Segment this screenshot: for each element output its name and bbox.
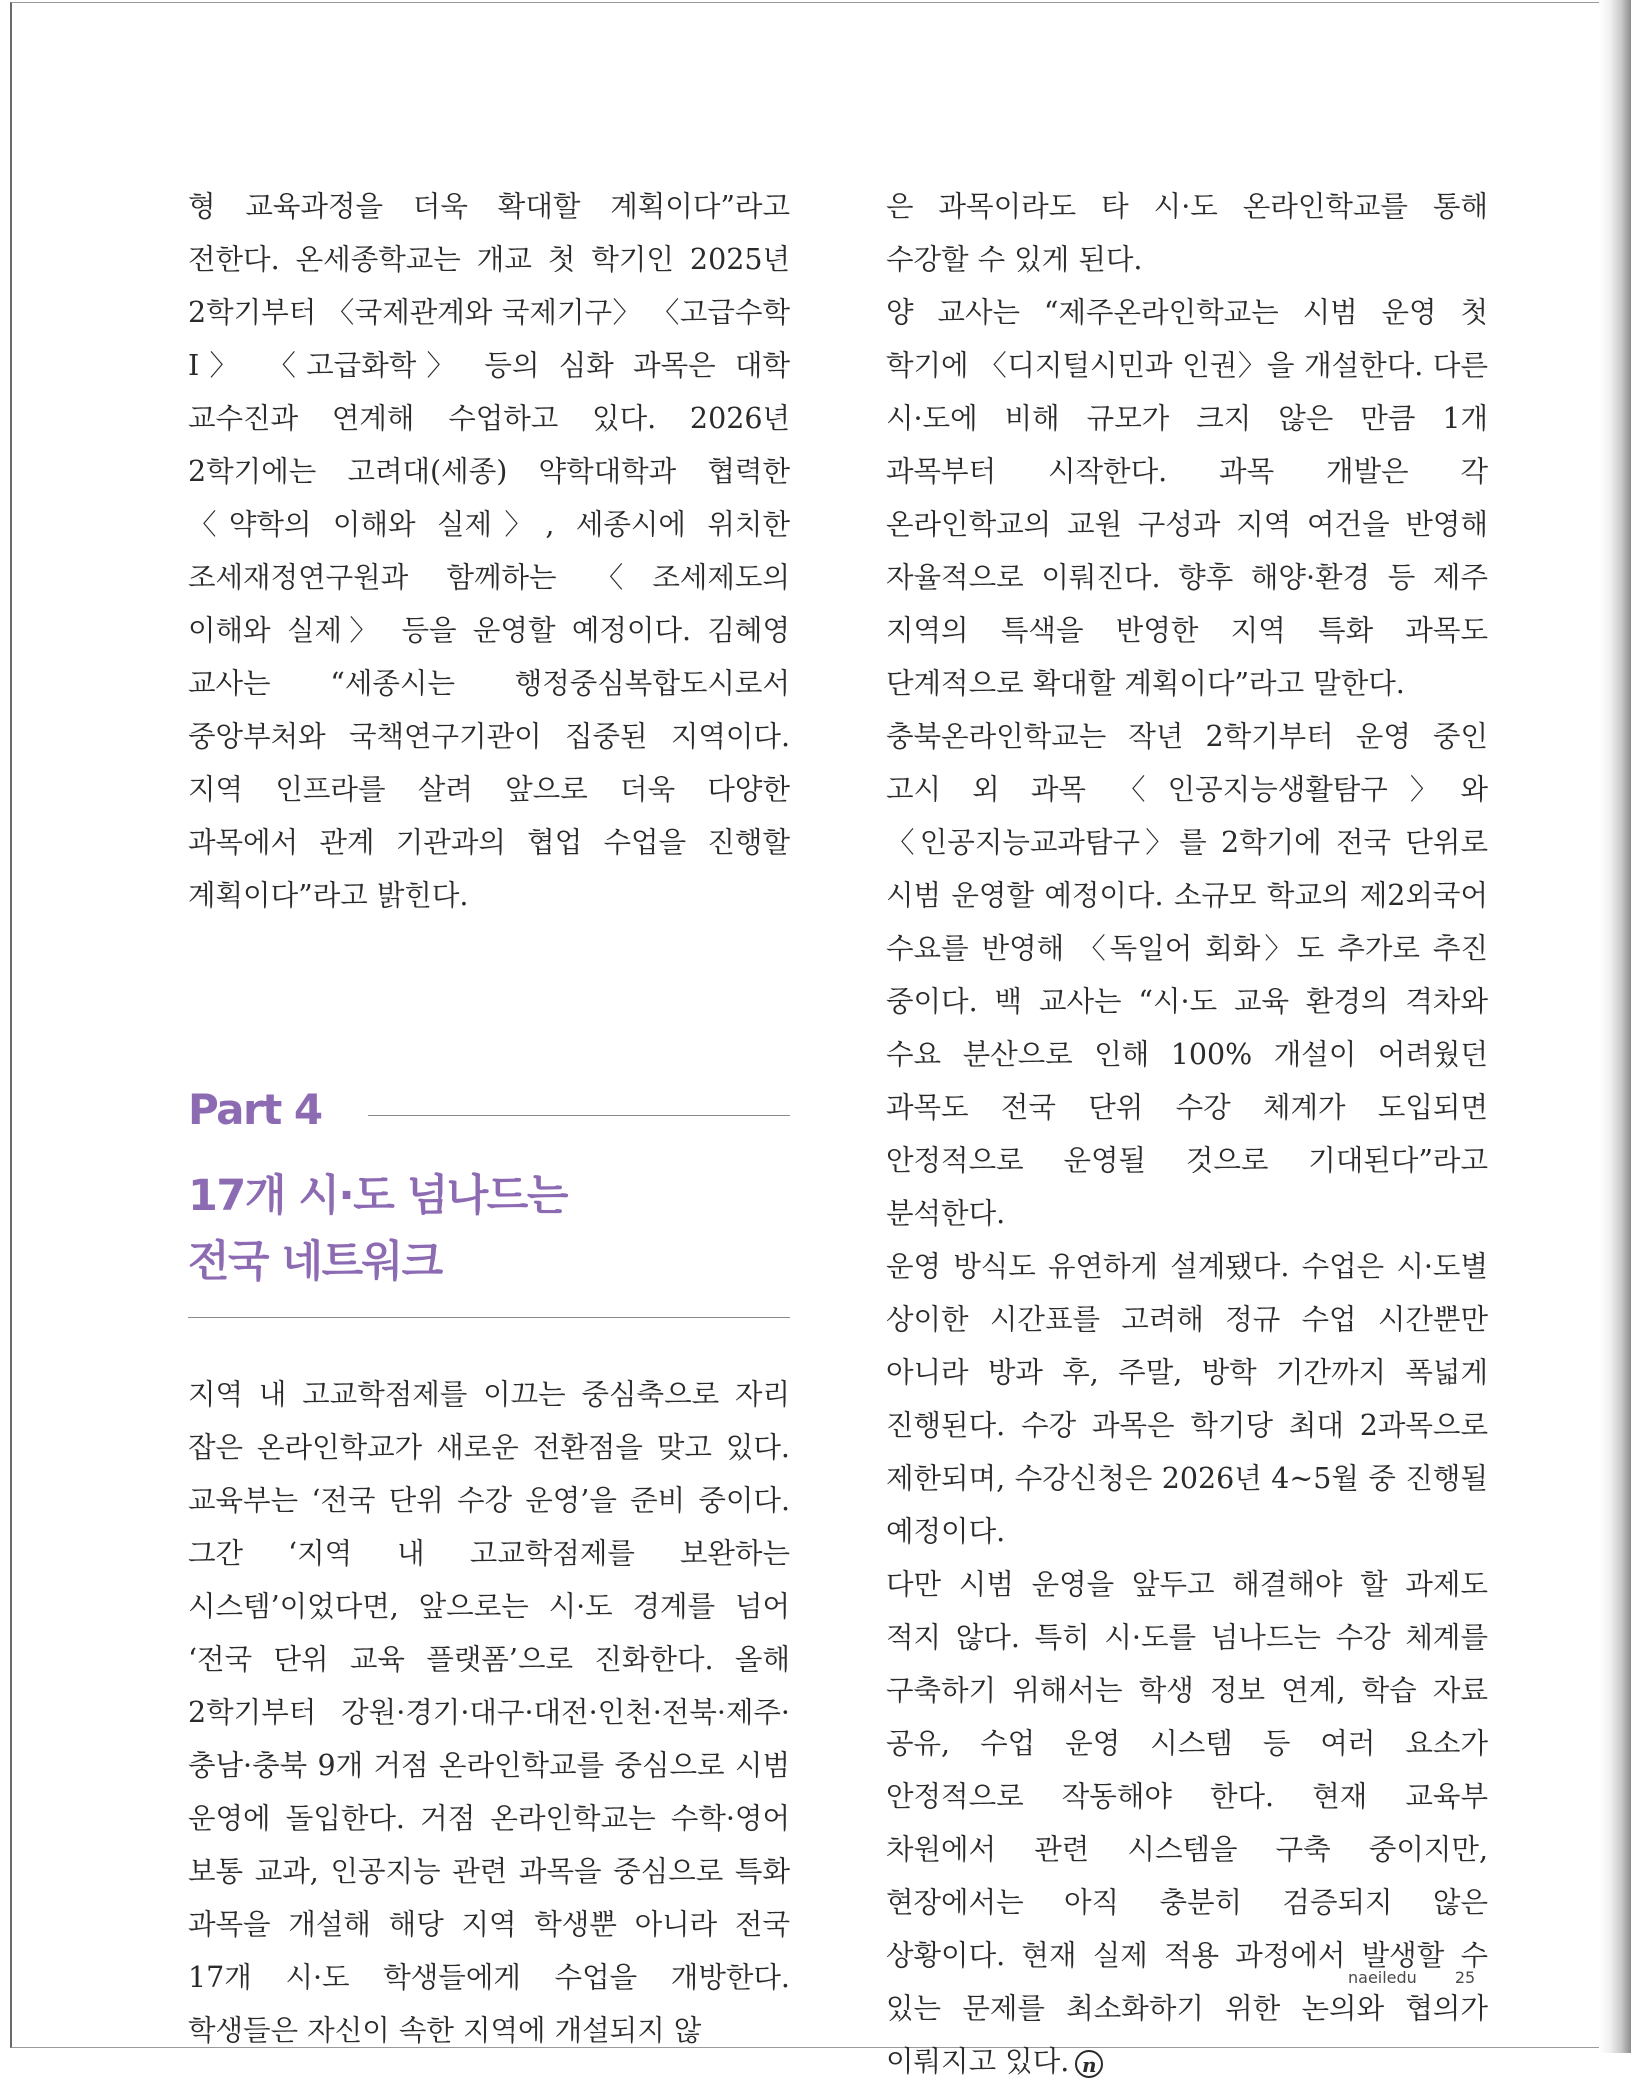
headline-line-2: 전국 네트워크: [188, 1237, 442, 1287]
body-paragraph: 형 교육과정을 더욱 확대할 계획이다”라고 전한다. 온세종학교는 개교 첫 학기인 2025년 2학기부터 〈국제관계와 국제기구〉 〈고급수학 I〉 〈고급화학〉 등의 심화 과목은 대학 교수진과 연계해 수업하고 있다. 2026년 2학기에는 고려대(세종) 약학대학과 협력한 〈약학의 이해와 실제〉, 세종시에 위치한 조세재정연구원과 함께하는 〈조세제도의 이해와 실제〉 등을 운영할 예정이다. 김혜영 교사는 “세종시는 행정중심복합도시로서 중앙부처와 국책연구기관이 집중된 지역이다. 지역 인프라를 살려 앞으로 더욱 다양한 과목에서 관계 기관과의 협업 수업을 진행할 계획이다”라고 밝힌다.: [188, 190, 790, 912]
page-footer: [1348, 1966, 1475, 1990]
left-column: [188, 180, 790, 2057]
section-label: Part 4: [188, 1085, 322, 1134]
page-edge-shadow: [1599, 0, 1631, 2053]
body-paragraph-last: [886, 1558, 1488, 2088]
end-mark-icon: n: [1075, 2050, 1103, 2078]
section-headline: [188, 1163, 790, 1295]
body-paragraph: 지역 내 고교학점제를 이끄는 중심축으로 자리 잡은 온라인학교가 새로운 전환점을 맞고 있다. 교육부는 ‘전국 단위 수강 운영’을 준비 중이다. 그간 ‘지역 내 고교학점제를 보완하는 시스템’이었다면, 앞으로는 시·도 경계를 넘어 ‘전국 단위 교육 플랫폼’으로 진화한다. 올해 2학기부터 강원·경기·대구·대전·인천·전북·제주·충남·충북 9개 거점 온라인학교를 중심으로 시범 운영에 돌입한다. 거점 온라인학교는 수학·영어 보통 교과, 인공지능 관련 과목을 중심으로 특화 과목을 개설해 해당 지역 학생뿐 아니라 전국 17개 시·도 학생들에게 수업을 개방한다. 학생들은 자신이 속한 지역에 개설되지 않: [188, 1378, 790, 2047]
body-paragraph: 양 교사는 “제주온라인학교는 시범 운영 첫 학기에 〈디지털시민과 인권〉을 개설한다. 다른 시·도에 비해 규모가 크지 않은 만큼 1개 과목부터 시작한다. 과목 개발은 각 온라인학교의 교원 구성과 지역 여건을 반영해 자율적으로 이뤄진다. 향후 해양·환경 등 제주 지역의 특색을 반영한 지역 특화 과목도 단계적으로 확대할 계획이다”라고 말한다.: [886, 296, 1488, 700]
body-paragraph-text: 다만 시범 운영을 앞두고 해결해야 할 과제도 적지 않다. 특히 시·도를 넘나드는 수강 체계를 구축하기 위해서는 학생 정보 연계, 학습 자료 공유, 수업 운영 시스템 등 여러 요소가 안정적으로 작동해야 한다. 현재 교육부 차원에서 관련 시스템을 구축 중이지만, 현장에서는 아직 충분히 검증되지 않은 상황이다. 현재 실제 적용 과정에서 발생할 수 있는 문제를 최소화하기 위한 논의와 협의가 이뤄지고 있다.: [886, 1568, 1488, 2078]
body-paragraph: 은 과목이라도 타 시·도 온라인학교를 통해 수강할 수 있게 된다.: [886, 190, 1488, 276]
section-header: [188, 1075, 790, 1145]
body-paragraph: 충북온라인학교는 작년 2학기부터 운영 중인 고시 외 과목 〈인공지능생활탐구〉와 〈인공지능교과탐구〉를 2학기에 전국 단위로 시범 운영할 예정이다. 소규모 학교의 제2외국어 수요를 반영해 〈독일어 회화〉도 추가로 추진 중이다. 백 교사는 “시·도 교육 환경의 격차와 수요 분산으로 인해 100% 개설이 어려웠던 과목도 전국 단위 수강 체계가 도입되면 안정적으로 운영될 것으로 기대된다”라고 분석한다.: [886, 720, 1488, 1230]
right-column: [886, 180, 1488, 2088]
publication-name: naeiledu: [1348, 1968, 1417, 1987]
body-paragraph: 운영 방식도 유연하게 설계됐다. 수업은 시·도별 상이한 시간표를 고려해 정규 수업 시간뿐만 아니라 방과 후, 주말, 방학 기간까지 폭넓게 진행된다. 수강 과목은 학기당 최대 2과목으로 제한되며, 수강신청은 2026년 4~5월 중 진행될 예정이다.: [886, 1250, 1488, 1548]
headline-line-1: 17개 시·도 넘나드는: [188, 1171, 567, 1221]
section-divider: [368, 1115, 790, 1116]
page-number: 25: [1454, 1968, 1476, 1987]
